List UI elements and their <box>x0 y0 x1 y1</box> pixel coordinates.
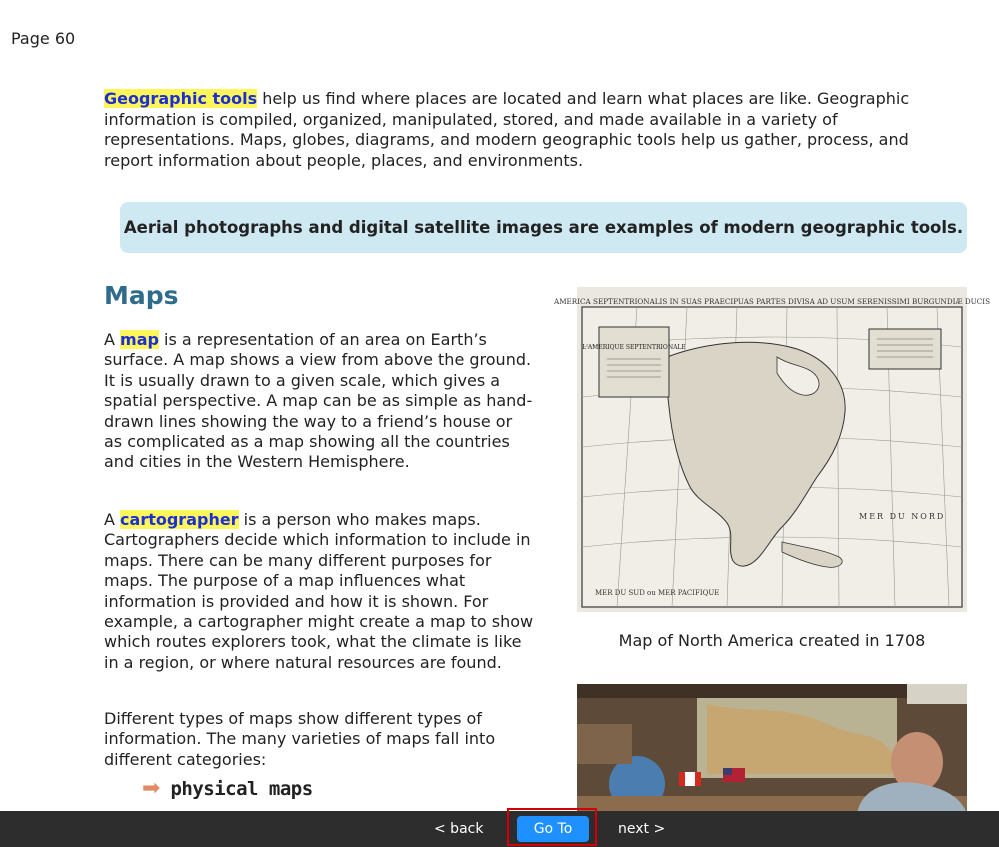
map-label-pacific: MER DU SUD ou MER PACIFIQUE <box>595 589 720 597</box>
map-label-north-sea: MER DU NORD <box>859 512 946 521</box>
term-map[interactable]: map <box>120 330 159 349</box>
p1-rest: is a representation of an area on Earth’s surface. A map shows a view from above the ground. It is usually drawn to a given scale, which gives a spatial perspective. A map can be as simple as hand-drawn lines showing the way to a friend’s house or as complicated as a map showing all the countries and cities in the Western Hemisphere. <box>104 330 533 472</box>
paragraph-map-definition <box>104 330 534 473</box>
bottom-navigation-bar <box>0 811 999 847</box>
arrow-right-icon: ➡ <box>142 776 161 801</box>
back-link[interactable]: < back <box>434 821 484 837</box>
goto-button[interactable]: Go To <box>517 816 589 842</box>
term-cartographer[interactable]: cartographer <box>120 510 239 529</box>
page-number-label: Page 60 <box>11 29 76 48</box>
section-title-maps: Maps <box>104 281 179 310</box>
p2-start: A <box>104 510 121 529</box>
bullet-physical-maps <box>142 778 313 800</box>
p1-start: A <box>104 330 121 349</box>
term-geographic-tools[interactable]: Geographic tools <box>104 89 258 108</box>
intro-text: help us find where places are located and learn what places are like. Geographic information is compiled, organized, manipulated, stored, and made available in a variety of representations. Maps, globes, diagrams, and modern geographic tools help us gather, process, and report information about people, places, and environments. <box>104 89 910 170</box>
paragraph-map-types: Different types of maps show different types of information. The many varieties of maps fall into different categories: <box>104 709 496 769</box>
map-top-title: AMERICA SEPTENTRIONALIS IN SUAS PRAECIPUAS PARTES DIVISA AD USUM SERENISSIMI BURGUNDIÆ DUCIS <box>554 297 990 306</box>
callout-box <box>120 202 967 253</box>
map-cartouche-title: L'AMERIQUE SEPTENTRIONALE <box>582 344 686 351</box>
intro-paragraph <box>104 89 944 171</box>
map-caption: Map of North America created in 1708 <box>618 631 926 650</box>
callout-text: Aerial photographs and digital satellite images are examples of modern geographic tools. <box>123 218 964 237</box>
historic-map-illustration <box>554 287 990 612</box>
historic-map-image <box>554 287 990 612</box>
paragraph-cartographer-definition <box>104 510 534 673</box>
cartographer-photo <box>577 684 967 814</box>
bullet-label: physical maps <box>170 778 313 800</box>
p2-rest: is a person who makes maps. Cartographers decide which information to include in maps. There can be many different purposes for maps. The purpose of a map influences what information is provided and how it is shown. For example, a cartographer might create a map to show which routes explorers took, what the climate is like in a region, or where natural resources are found. <box>104 510 534 672</box>
next-link[interactable]: next > <box>618 821 666 837</box>
cartographer-photo-illustration <box>577 684 967 814</box>
